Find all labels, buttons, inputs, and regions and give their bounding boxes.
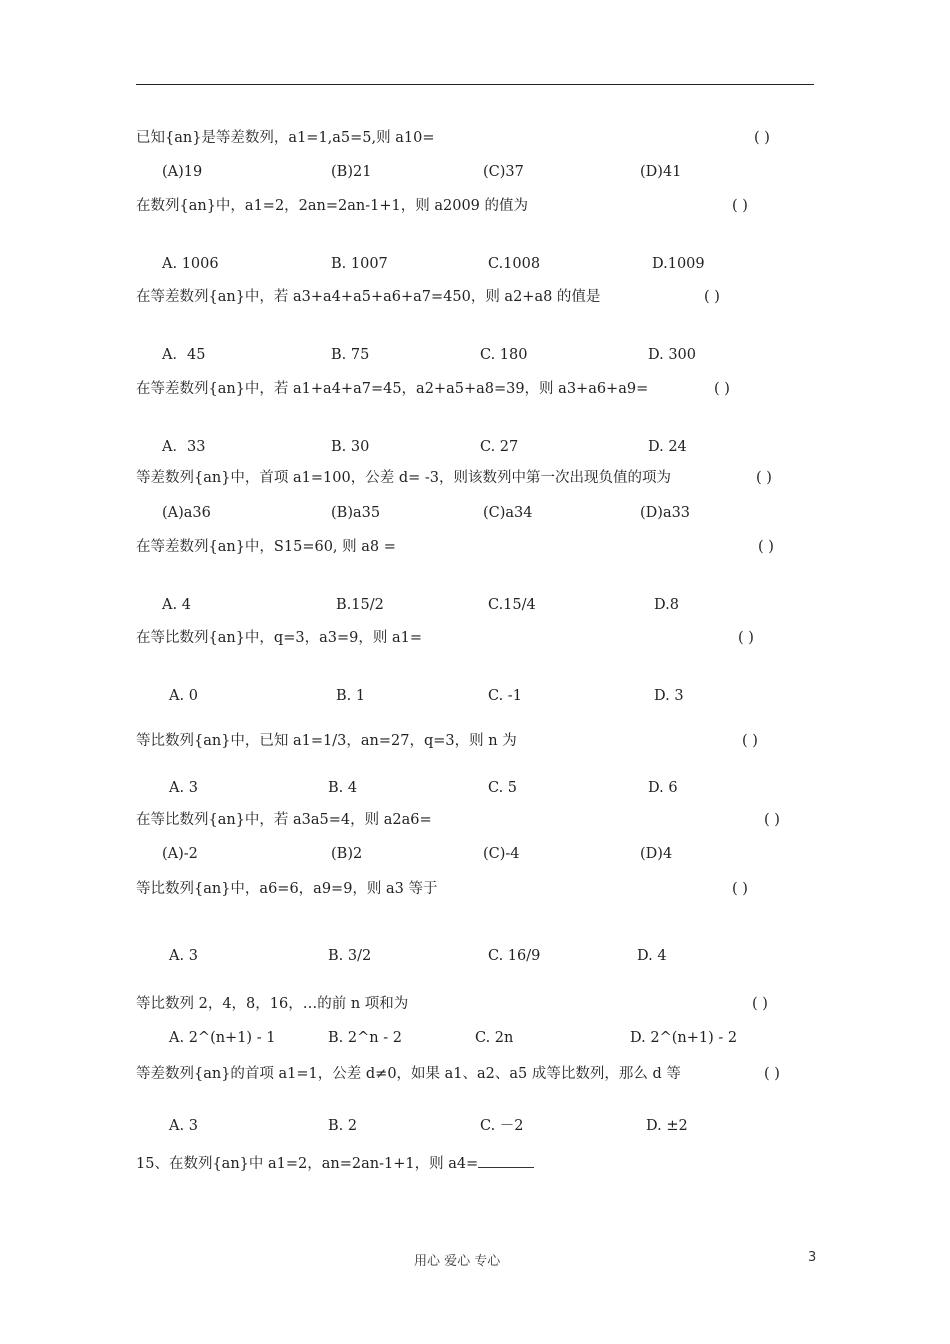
option-b: (B)2 [331,846,363,862]
question-9-stem: 在等比数列{an}中，q=3，a3=9，则 a1= [136,630,422,646]
question-12-stem: 等比数列{an}中，a6=6，a9=9，则 a3 等于 [136,881,438,897]
option-a: A. 3 [169,780,198,796]
option-d: D.1009 [652,256,705,272]
option-a: A. 3 [169,1118,198,1134]
question-number: 15、 [136,1156,169,1172]
question-6-stem: 在等差数列{an}中，若 a1+a4+a7=45，a2+a5+a8=39，则 a3+a6+a9= [136,381,649,397]
option-c: C.15/4 [488,597,536,613]
option-d: (D)41 [640,164,682,180]
option-b: B. 1 [336,688,366,704]
option-c: C. －2 [480,1118,524,1134]
option-c: (C)a34 [483,505,533,521]
question-7-stem: 等差数列{an}中，首项 a1=100，公差 d= -3，则该数列中第一次出现负值的项为 [136,470,672,486]
option-b: B. 1007 [331,256,388,272]
option-a: A. 2^(n+1) - 1 [169,1030,276,1046]
option-a: A. 1006 [162,256,219,272]
option-d: D. 300 [648,347,697,363]
option-d: D. ±2 [646,1118,688,1134]
option-c: C. 5 [488,780,518,796]
option-a: (A)19 [162,164,203,180]
option-b: (B)a35 [331,505,381,521]
header-rule [136,84,814,85]
option-c: C. 2n [475,1030,514,1046]
answer-paren: ( ) [738,630,754,646]
question-4-stem: 在数列{an}中，a1=2，2an=2an-1+1，则 a2009 的值为 [136,198,529,214]
answer-blank [478,1155,534,1168]
option-a: (A)a36 [162,505,211,521]
option-b: B. 2^n - 2 [328,1030,402,1046]
question-14-stem: 等差数列{an}的首项 a1=1，公差 d≠0，如果 a1、a2、a5 成等比数列，那么 d 等 [136,1066,681,1082]
option-d: D.8 [654,597,679,613]
answer-paren: ( ) [742,733,758,749]
answer-paren: ( ) [732,881,748,897]
option-b: B. 2 [328,1118,358,1134]
option-d: D. 2^(n+1) - 2 [630,1030,738,1046]
option-c: C.1008 [488,256,541,272]
question-3-stem: 已知{an}是等差数列，a1=1,a5=5,则 a10= [136,130,435,146]
answer-paren: ( ) [714,381,730,397]
question-5-stem: 在等差数列{an}中，若 a3+a4+a5+a6+a7=450，则 a2+a8 的值是 [136,289,601,305]
option-b: B.15/2 [336,597,384,613]
answer-paren: ( ) [754,130,770,146]
option-d: D. 6 [648,780,678,796]
option-b: B. 75 [331,347,370,363]
question-15-stem: 15、在数列{an}中 a1=2，an=2an-1+1，则 a4= [136,1154,534,1174]
question-10-stem: 等比数列{an}中，已知 a1=1/3，an=27，q=3，则 n 为 [136,733,517,749]
answer-paren: ( ) [756,470,772,486]
page-number: 3 [808,1250,817,1265]
answer-paren: ( ) [764,1066,780,1082]
option-c: C. 27 [480,439,519,455]
option-c: (C)37 [483,164,524,180]
option-d: D. 4 [637,948,667,964]
option-b: B. 3/2 [328,948,372,964]
option-c: (C)-4 [483,846,520,862]
question-11-stem: 在等比数列{an}中，若 a3a5=4，则 a2a6= [136,812,432,828]
option-b: B. 30 [331,439,370,455]
option-b: (B)21 [331,164,372,180]
answer-paren: ( ) [752,996,768,1012]
option-a: (A)-2 [162,846,198,862]
option-d: D. 24 [648,439,687,455]
option-c: C. 16/9 [488,948,541,964]
answer-paren: ( ) [764,812,780,828]
page-footer: 用心 爱心 专心 [414,1254,501,1269]
option-d: D. 3 [654,688,684,704]
option-c: C. -1 [488,688,522,704]
option-a: A. 4 [162,597,191,613]
option-a: A．45 [162,347,206,363]
answer-paren: ( ) [758,539,774,555]
answer-paren: ( ) [704,289,720,305]
option-c: C. 180 [480,347,528,363]
option-d: (D)4 [640,846,673,862]
option-a: A. 3 [169,948,198,964]
option-a: A．33 [162,439,206,455]
option-d: (D)a33 [640,505,691,521]
question-13-stem: 等比数列 2，4，8，16，…的前 n 项和为 [136,996,409,1012]
option-b: B. 4 [328,780,358,796]
answer-paren: ( ) [732,198,748,214]
option-a: A. 0 [169,688,198,704]
question-8-stem: 在等差数列{an}中，S15=60, 则 a8 = [136,539,396,555]
